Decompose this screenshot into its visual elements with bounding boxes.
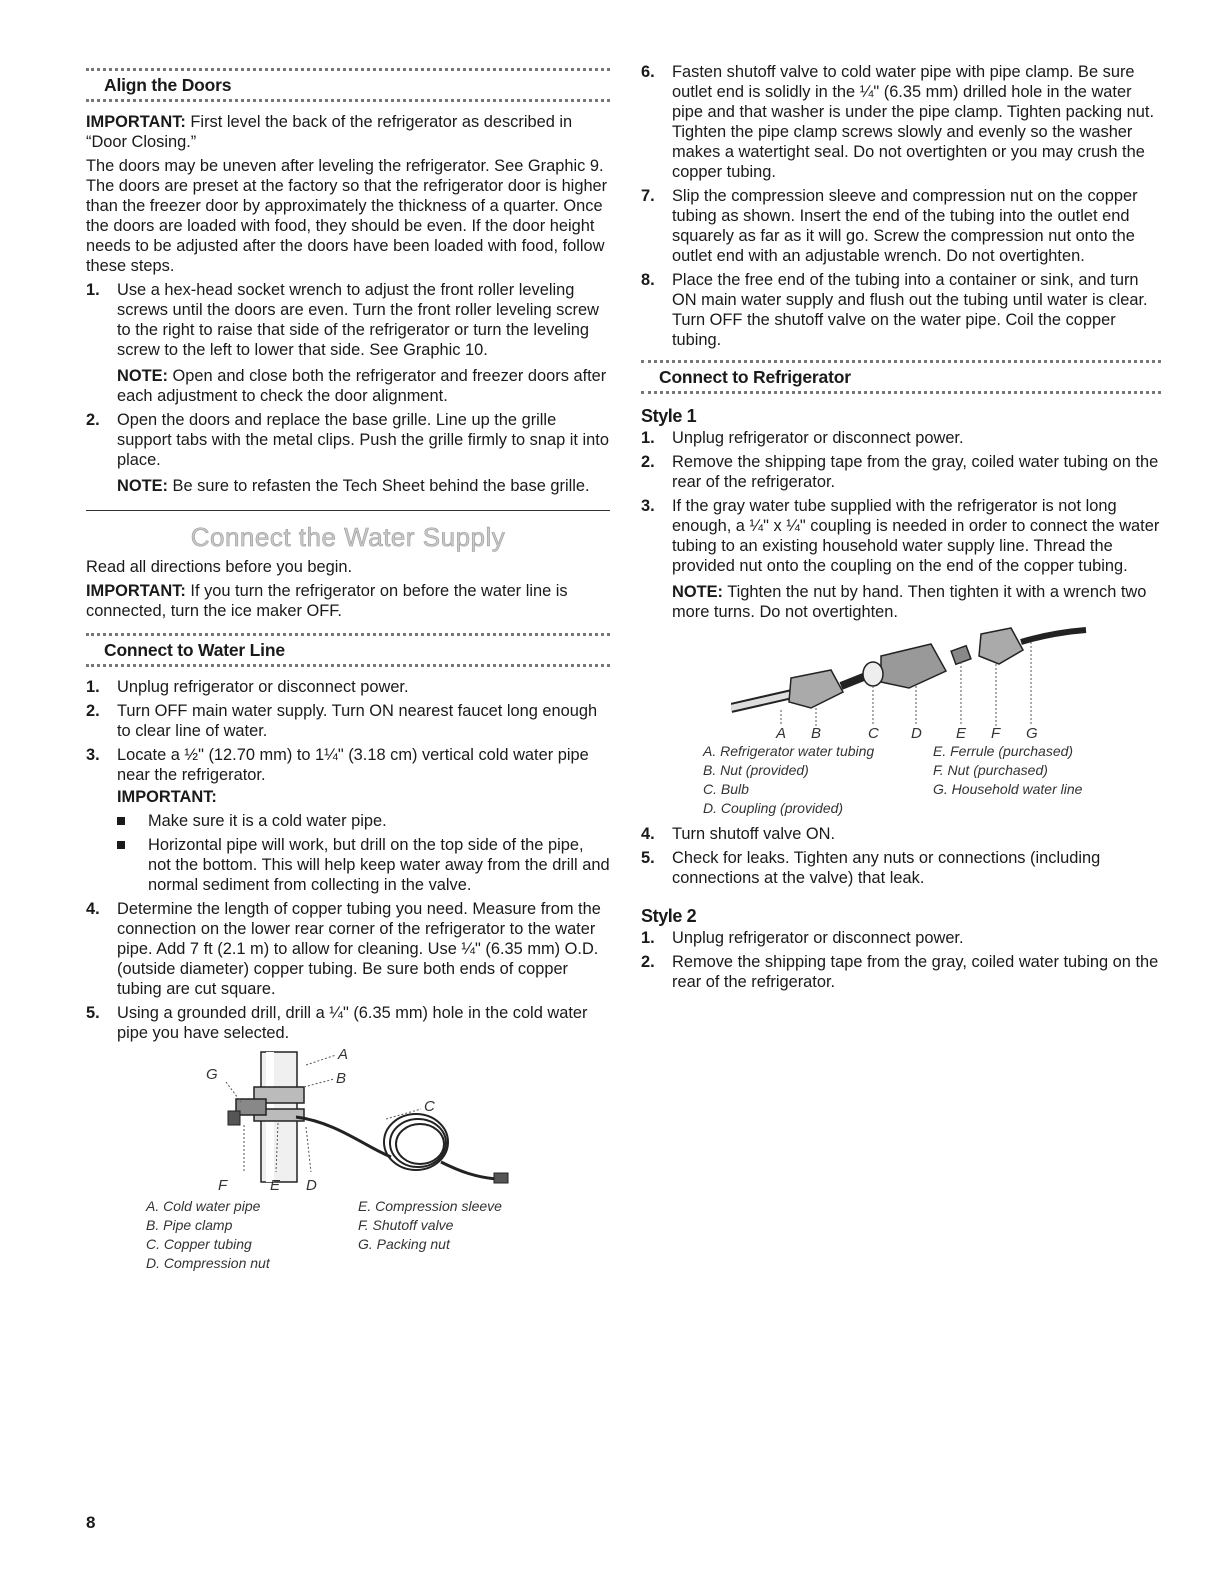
legend-item: C. Bulb — [703, 781, 749, 797]
water-line-step-4: 4. Determine the length of copper tubing you need. Measure from the connection on the lower rear corner of the refrigerator to the water pipe. Add 7 ft (2.1 m) to allow for cleaning. Use ¼" (6.35 mm) O.D. (outside diameter) copper tubing. Be sure both ends of copper tubing are cut square. — [86, 900, 601, 998]
step-3-bullets — [117, 811, 610, 895]
connect-refrigerator-heading: Connect to Refrigerator — [641, 360, 1161, 394]
align-doors-heading: Align the Doors — [86, 68, 610, 102]
fig1-label-f: F — [218, 1177, 228, 1194]
water-line-step-1: 1. Unplug refrigerator or disconnect power. — [86, 678, 409, 696]
fig1-legend — [146, 1197, 610, 1273]
right-column — [641, 62, 1161, 996]
legend-item: A. Cold water pipe — [146, 1198, 261, 1214]
fig2-label-a: A — [776, 725, 787, 738]
legend-item: G. Household water line — [933, 781, 1083, 797]
fig1-label-g: G — [206, 1066, 218, 1083]
style-1-step-2: 2. Remove the shipping tape from the gray, coiled water tubing on the rear of the refrigerator. — [641, 453, 1159, 491]
style-2-steps — [641, 928, 1161, 992]
align-step-2-note: NOTE: Be sure to refasten the Tech Sheet behind the base grille. — [117, 477, 590, 495]
legend-item: G. Packing nut — [358, 1236, 450, 1252]
water-line-step-6: 6. Fasten shutoff valve to cold water pipe with pipe clamp. Be sure outlet end is solidly in the ¼" (6.35 mm) drilled hole in the water pipe and that washer is under the pipe clamp. Tighten packing nut. Tighten the pipe clamp screws slowly and evenly so the washer makes a watertight seal. Do not overtighten or you may crush the copper tubing. — [641, 63, 1155, 181]
legend-item: A. Refrigerator water tubing — [703, 743, 875, 759]
fig1-label-b: B — [336, 1070, 347, 1087]
style-2-step-1: 1. Unplug refrigerator or disconnect power. — [641, 929, 964, 947]
water-line-step-2: 2. Turn OFF main water supply. Turn ON nearest faucet long enough to clear line of water. — [86, 702, 598, 740]
water-line-steps — [86, 677, 610, 1043]
fig2-label-b: B — [811, 725, 822, 738]
legend-item: C. Copper tubing — [146, 1236, 252, 1252]
legend-item: E. Ferrule (purchased) — [933, 743, 1074, 759]
style-2-step-2: 2. Remove the shipping tape from the gray, coiled water tubing on the rear of the refrigerator. — [641, 953, 1159, 991]
style-1-step-1: 1. Unplug refrigerator or disconnect power. — [641, 429, 964, 447]
fig1-label-c: C — [424, 1098, 435, 1115]
fig2-label-c: C — [868, 725, 879, 738]
page-number: 8 — [86, 1513, 96, 1532]
style-1-steps-continued — [641, 824, 1161, 888]
align-important: IMPORTANT: First level the back of the refrigerator as described in “Door Closing.” — [86, 113, 573, 151]
shutoff-valve-illustration — [166, 1047, 586, 1197]
water-supply-heading: Connect the Water Supply — [190, 522, 506, 552]
align-step-1-note: NOTE: Open and close both the refrigerator and freezer doors after each adjustment to check the door alignment. — [117, 367, 607, 405]
fig1-label-a: A — [338, 1047, 349, 1063]
fig2-legend — [703, 742, 1161, 818]
fig2-label-f: F — [991, 725, 1001, 738]
coupling-figure — [641, 626, 1161, 818]
legend-item: D. Compression nut — [146, 1255, 270, 1271]
legend-item — [358, 1254, 578, 1273]
legend-item: F. Nut (purchased) — [933, 762, 1048, 778]
fig1-label-e: E — [270, 1177, 281, 1194]
bullet-item: Horizontal pipe will work, but drill on the top side of the pipe, not the bottom. This will help keep water away from the drill and normal sediment from collecting in the valve. — [117, 835, 610, 895]
water-supply-important: IMPORTANT: If you turn the refrigerator on before the water line is connected, turn the ice maker OFF. — [86, 582, 568, 620]
style-1-steps — [641, 428, 1161, 622]
water-line-step-8: 8. Place the free end of the tubing into a container or sink, and turn ON main water supply and flush out the tubing until water is clear. Turn OFF the shutoff valve on the water pipe. Coil the copper tubing. — [641, 271, 1148, 349]
water-line-step-3: 3. Locate a ½" (12.70 mm) to 1¼" (3.18 cm) vertical cold water pipe near the refrigerator. IMPORTANT: Make sure it is a cold water pipe. Horizontal pipe will work, but drill on the top side of the pipe, not the bottom. This will help keep water away from the drill and normal sediment from collecting in the valve. — [86, 746, 610, 894]
water-line-steps-continued — [641, 62, 1161, 350]
align-step-1: 1. Use a hex-head socket wrench to adjust the front roller leveling screws until the doors are even. Turn the front roller leveling screw to the right to raise that side of the refrigerator or turn the leveling screw to the left to lower that side. See Graphic 10. NOTE: Open and close both the refrigerator and freezer doors after each adjustment to check the door alignment. — [86, 280, 610, 406]
water-line-heading: Connect to Water Line — [86, 633, 610, 667]
fig2-label-e: E — [956, 725, 967, 738]
style-1-step-3: 3. If the gray water tube supplied with the refrigerator is not long enough, a ¼" x ¼" coupling is needed in order to connect the water tubing to an existing household water supply line. Thread the provided nut onto the coupling on the end of the copper tubing. NOTE: Tighten the nut by hand. Then tighten it with a wrench two more turns. Do not overtighten. — [641, 497, 1160, 621]
step-3-important-label: IMPORTANT: — [117, 788, 217, 806]
align-steps — [86, 280, 610, 496]
legend-item — [933, 799, 1133, 818]
style-1-step-5: 5. Check for leaks. Tighten any nuts or connections (including connections at the valve) that leak. — [641, 849, 1101, 887]
fig2-label-d: D — [911, 725, 922, 738]
legend-item: B. Pipe clamp — [146, 1217, 233, 1233]
fig1-label-d: D — [306, 1177, 317, 1194]
water-line-step-7: 7. Slip the compression sleeve and compression nut on the copper tubing as shown. Insert the end of the tubing into the outlet end squarely as far as it will go. Screw the compression nut onto the outlet end with an adjustable wrench. Do not overtighten. — [641, 187, 1138, 265]
style-2-heading: Style 2 — [641, 906, 697, 926]
style-1-step-3-note: NOTE: Tighten the nut by hand. Then tighten it with a wrench two more turns. Do not overtighten. — [672, 583, 1147, 621]
legend-item: F. Shutoff valve — [358, 1217, 454, 1233]
water-supply-heading-wrap — [86, 510, 610, 551]
fig2-label-g: G — [1026, 725, 1038, 738]
bullet-item: Make sure it is a cold water pipe. — [117, 811, 610, 831]
read-directions: Read all directions before you begin. — [86, 558, 353, 576]
style-1-step-4: 4. Turn shutoff valve ON. — [641, 825, 836, 843]
shutoff-valve-figure — [86, 1047, 610, 1273]
coupling-illustration — [731, 626, 1091, 738]
water-line-step-5: 5. Using a grounded drill, drill a ¼" (6.35 mm) hole in the cold water pipe you have selected. — [86, 1004, 588, 1042]
left-column — [86, 62, 610, 1273]
style-1-heading: Style 1 — [641, 406, 697, 426]
align-step-2: 2. Open the doors and replace the base grille. Line up the grille support tabs with the metal clips. Push the grille firmly to snap it into place. NOTE: Be sure to refasten the Tech Sheet behind the base grille. — [86, 411, 609, 495]
legend-item: E. Compression sleeve — [358, 1198, 502, 1214]
align-intro: The doors may be uneven after leveling the refrigerator. See Graphic 9. The doors are preset at the factory so that the refrigerator door is higher than the freezer door by approximately the thickness of a quarter. Once the doors are loaded with food, they should be even. If the door height needs to be adjusted after the doors have been loaded with food, follow these steps. — [86, 157, 608, 275]
legend-item: D. Coupling (provided) — [703, 800, 844, 816]
legend-item: B. Nut (provided) — [703, 762, 809, 778]
